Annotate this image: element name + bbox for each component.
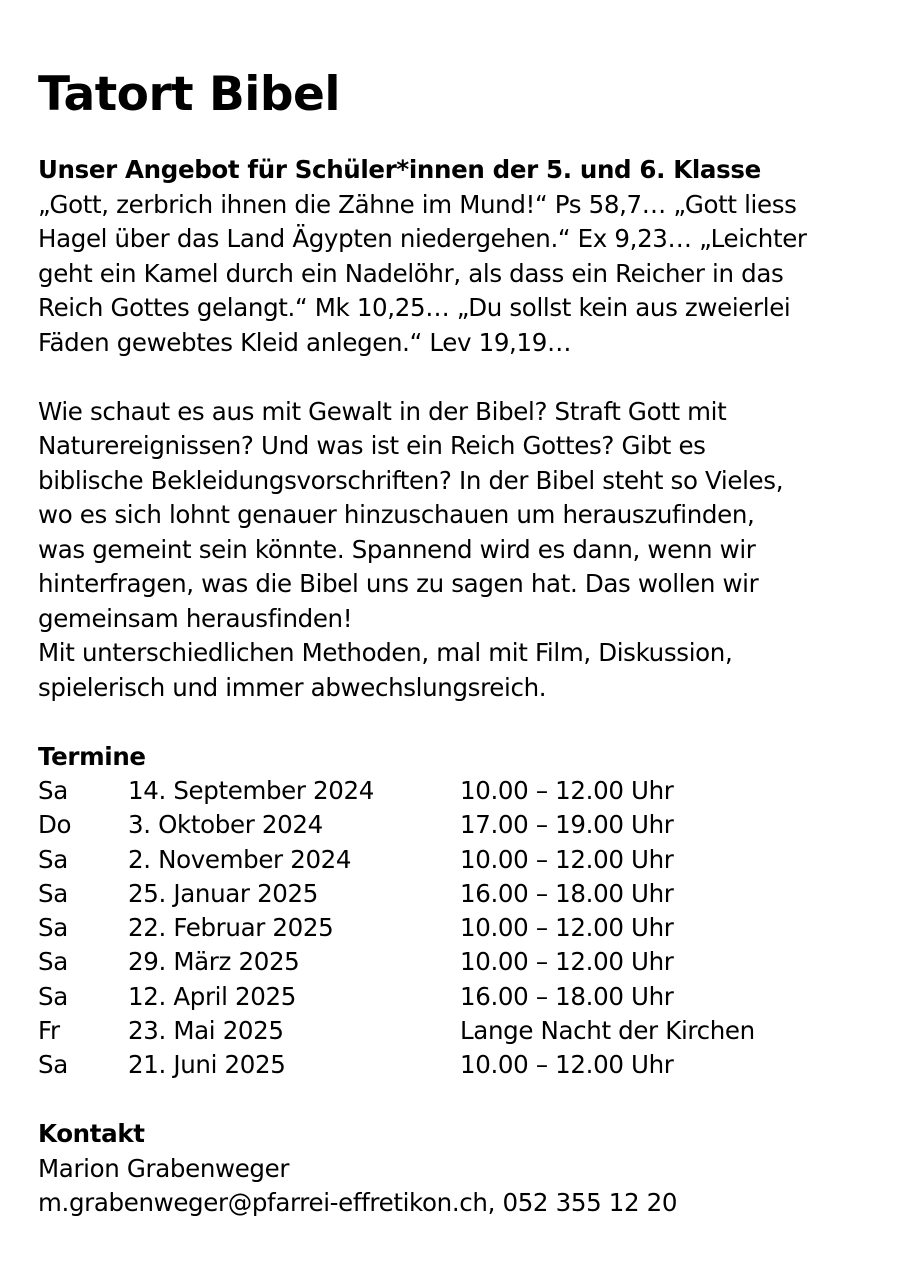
schedule-date: 3. Oktober 2024 <box>128 810 323 840</box>
schedule-day: Sa <box>38 776 68 805</box>
schedule-row <box>38 774 868 808</box>
schedule-row <box>38 877 868 911</box>
kontakt-heading: Kontakt <box>38 1119 145 1149</box>
schedule-time: 10.00 – 12.00 Uhr <box>460 844 674 874</box>
title-spacing <box>38 128 868 153</box>
schedule-row <box>38 808 868 842</box>
schedule-date: 22. Februar 2025 <box>128 913 334 943</box>
schedule-time: 16.00 – 18.00 Uhr <box>460 981 674 1011</box>
intro-heading: Unser Angebot für Schüler*innen der 5. und 6. Klasse <box>38 155 761 184</box>
description-line: hinterfragen, was die Bibel uns zu sagen hat. Das wollen wir <box>38 569 759 598</box>
description-section <box>38 395 868 706</box>
schedule-date: 2. November 2024 <box>128 844 352 874</box>
schedule-day: Sa <box>38 913 68 943</box>
description-line: was gemeint sein könnte. Spannend wird es dann, wenn wir <box>38 534 756 564</box>
quote-line: „Gott, zerbrich ihnen die Zähne im Mund!“ Ps 58,7… „Gott liess <box>38 189 797 219</box>
schedule-day: Sa <box>38 1050 68 1080</box>
termine-heading: Termine <box>38 741 146 771</box>
schedule-row <box>38 980 868 1014</box>
schedule-day: Sa <box>38 878 68 908</box>
schedule-row <box>38 1014 868 1048</box>
termine-section <box>38 740 868 1083</box>
quote-line: Reich Gottes gelangt.“ Mk 10,25… „Du sollst kein aus zweierlei <box>38 293 791 322</box>
description-line: biblische Bekleidungsvorschriften? In der Bibel steht so Vieles, <box>38 465 784 495</box>
schedule-date: 23. Mai 2025 <box>128 1016 284 1046</box>
schedule-row <box>38 911 868 945</box>
kontakt-section <box>38 1117 868 1221</box>
paragraph-spacing <box>38 1083 868 1118</box>
quote-line: Fäden gewebtes Kleid anlegen.“ Lev 19,19… <box>38 327 572 357</box>
description-line: Naturereignissen? Und was ist ein Reich Gottes? Gibt es <box>38 431 706 460</box>
description-line: Mit unterschiedlichen Methoden, mal mit Film, Diskussion, <box>38 638 733 667</box>
schedule-row <box>38 945 868 979</box>
schedule-time: 10.00 – 12.00 Uhr <box>460 776 674 805</box>
schedule-date: 29. März 2025 <box>128 947 300 977</box>
description-line: wo es sich lohnt genauer hinzuschauen um herauszufinden, <box>38 500 755 529</box>
schedule-time: 10.00 – 12.00 Uhr <box>460 913 674 943</box>
schedule-table <box>38 774 868 1083</box>
schedule-date: 25. Januar 2025 <box>128 878 319 908</box>
page-title: Tatort Bibel <box>38 67 341 122</box>
document-page <box>38 62 868 1221</box>
contact-name: Marion Grabenweger <box>38 1153 290 1183</box>
schedule-time: 10.00 – 12.00 Uhr <box>460 1050 674 1080</box>
description-line: gemeinsam herausfinden! <box>38 603 353 633</box>
schedule-day: Sa <box>38 947 68 977</box>
quote-line: geht ein Kamel durch ein Nadelöhr, als dass ein Reicher in das <box>38 258 784 288</box>
schedule-date: 14. September 2024 <box>128 776 375 805</box>
quote-line: Hagel über das Land Ägypten niedergehen.“ Ex 9,23… „Leichter <box>38 224 807 253</box>
contact-line <box>38 1186 868 1221</box>
schedule-time: 17.00 – 19.00 Uhr <box>460 810 674 840</box>
schedule-row <box>38 1048 868 1082</box>
schedule-time: 10.00 – 12.00 Uhr <box>460 947 674 977</box>
schedule-day: Do <box>38 810 72 840</box>
contact-phone: 052 355 12 20 <box>502 1188 678 1218</box>
schedule-time: 16.00 – 18.00 Uhr <box>460 878 674 908</box>
paragraph-spacing <box>38 705 868 740</box>
contact-separator: , <box>487 1188 503 1218</box>
schedule-row <box>38 843 868 877</box>
schedule-date: 21. Juni 2025 <box>128 1050 286 1080</box>
description-line: Wie schaut es aus mit Gewalt in der Bibel? Straft Gott mit <box>38 396 727 426</box>
contact-email-link[interactable]: m.grabenweger@pfarrei-effretikon.ch <box>38 1188 488 1218</box>
schedule-date: 12. April 2025 <box>128 981 296 1011</box>
schedule-day: Sa <box>38 844 68 874</box>
schedule-day: Fr <box>38 1016 60 1046</box>
intro-section <box>38 153 868 360</box>
paragraph-spacing <box>38 360 868 395</box>
schedule-day: Sa <box>38 981 68 1011</box>
schedule-time: Lange Nacht der Kirchen <box>460 1016 755 1046</box>
description-line: spielerisch und immer abwechslungsreich. <box>38 672 547 702</box>
